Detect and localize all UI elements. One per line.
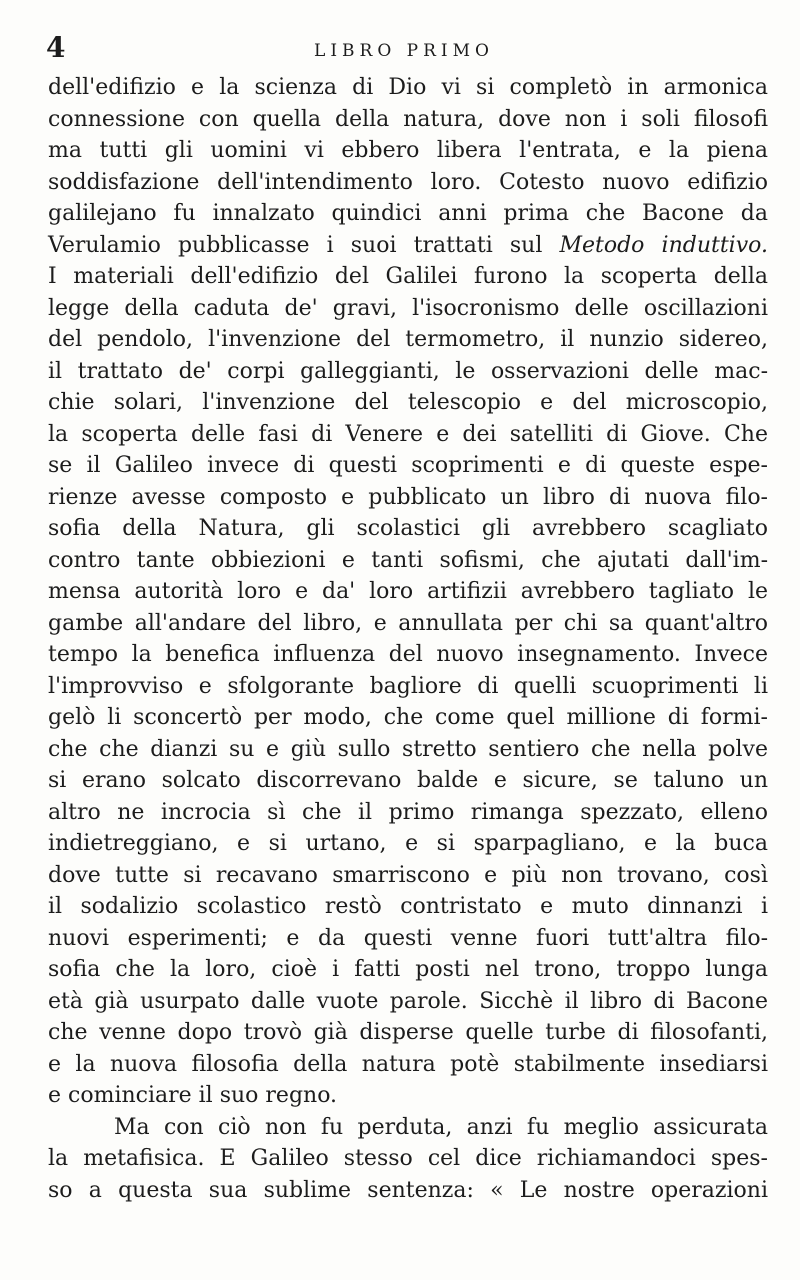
- text-line: si erano solcato discorrevano balde e sicure, se taluno un: [48, 768, 768, 793]
- text-line: la scoperta delle fasi di Venere e dei satelliti di Giove. Che: [48, 421, 768, 447]
- text-line: età già usurpato dalle vuote parole. Sicchè il libro di Bacone: [48, 988, 768, 1014]
- text-line: gelò li sconcertò per modo, che come quel millione di formi-: [48, 705, 768, 730]
- text-line: sofia della Natura, gli scolastici gli avrebbero scagliato: [48, 516, 768, 541]
- text-line: e la nuova filosofia della natura potè stabilmente insediarsi: [48, 1051, 768, 1077]
- text-line: gambe all'andare del libro, e annullata per chi sa quant'altro: [48, 610, 768, 636]
- text-line: se il Galileo invece di questi scoprimenti e di queste espe-: [48, 453, 768, 478]
- line-text: Verulamio pubblicasse i suoi trattati sul: [48, 232, 543, 258]
- paragraph-start-line: Ma con ciò non fu perduta, anzi fu meglio assicurata: [114, 1114, 768, 1140]
- page-number: 4: [46, 31, 66, 64]
- text-line: contro tante obbiezioni e tanti sofismi, che ajutati dall'im-: [48, 547, 768, 573]
- paragraph-end-line: e cominciare il suo regno.: [48, 1083, 338, 1108]
- text-line: soddisfazione dell'intendimento loro. Cotesto nuovo edifizio: [48, 169, 768, 195]
- text-line: tempo la benefica influenza del nuovo insegnamento. Invece: [48, 642, 768, 667]
- text-line: connessione con quella della natura, dove non i soli filosofi: [48, 106, 768, 132]
- text-line: legge della caduta de' gravi, l'isocronismo delle oscillazioni: [48, 295, 768, 321]
- text-line: chie solari, l'invenzione del telescopio e del microscopio,: [48, 390, 768, 415]
- text-line: I materiali dell'edifizio del Galilei furono la scoperta della: [48, 264, 768, 289]
- text-line: dell'edifizio e la scienza di Dio vi si completò in armonica: [48, 75, 768, 100]
- text-line: so a questa sua sublime sentenza: « Le nostre operazioni: [48, 1177, 768, 1203]
- text-line: che che dianzi su e giù sullo stretto sentiero che nella polve: [48, 736, 768, 762]
- text-line: del pendolo, l'invenzione del termometro, il nunzio sidereo,: [48, 327, 768, 352]
- text-line: sofia che la loro, cioè i fatti posti nel trono, troppo lunga: [48, 957, 768, 982]
- text-line: dove tutte si recavano smarriscono e più non trovano, così: [48, 862, 768, 888]
- book-title-italic: Metodo induttivo.: [559, 232, 768, 258]
- text-line-with-title: [48, 230, 768, 262]
- text-line: galilejano fu innalzato quindici anni prima che Bacone da: [48, 201, 768, 226]
- text-line: nuovi esperimenti; e da questi venne fuori tutt'altra filo-: [48, 925, 768, 951]
- text-line: ma tutti gli uomini vi ebbero libera l'entrata, e la piena: [48, 138, 768, 163]
- text-line: l'improvviso e sfolgorante bagliore di quelli scuoprimenti li: [48, 673, 768, 699]
- body-text: [48, 72, 768, 1206]
- text-line: che venne dopo trovò già disperse quelle turbe di filosofanti,: [48, 1020, 768, 1045]
- running-head: LIBRO PRIMO: [314, 41, 494, 61]
- text-line: indietreggiano, e si urtano, e si sparpagliano, e la buca: [48, 831, 768, 856]
- text-line: il sodalizio scolastico restò contristato e muto dinnanzi i: [48, 894, 768, 919]
- text-line: mensa autorità loro e da' loro artifizii avrebbero tagliato le: [48, 579, 768, 604]
- page-header: [40, 30, 768, 70]
- text-line: il trattato de' corpi galleggianti, le osservazioni delle mac-: [48, 358, 768, 384]
- text-line: la metafisica. E Galileo stesso cel dice richiamandoci spes-: [48, 1146, 768, 1171]
- text-line: rienze avesse composto e pubblicato un libro di nuova filo-: [48, 484, 768, 510]
- text-line: altro ne incrocia sì che il primo rimanga spezzato, elleno: [48, 799, 768, 825]
